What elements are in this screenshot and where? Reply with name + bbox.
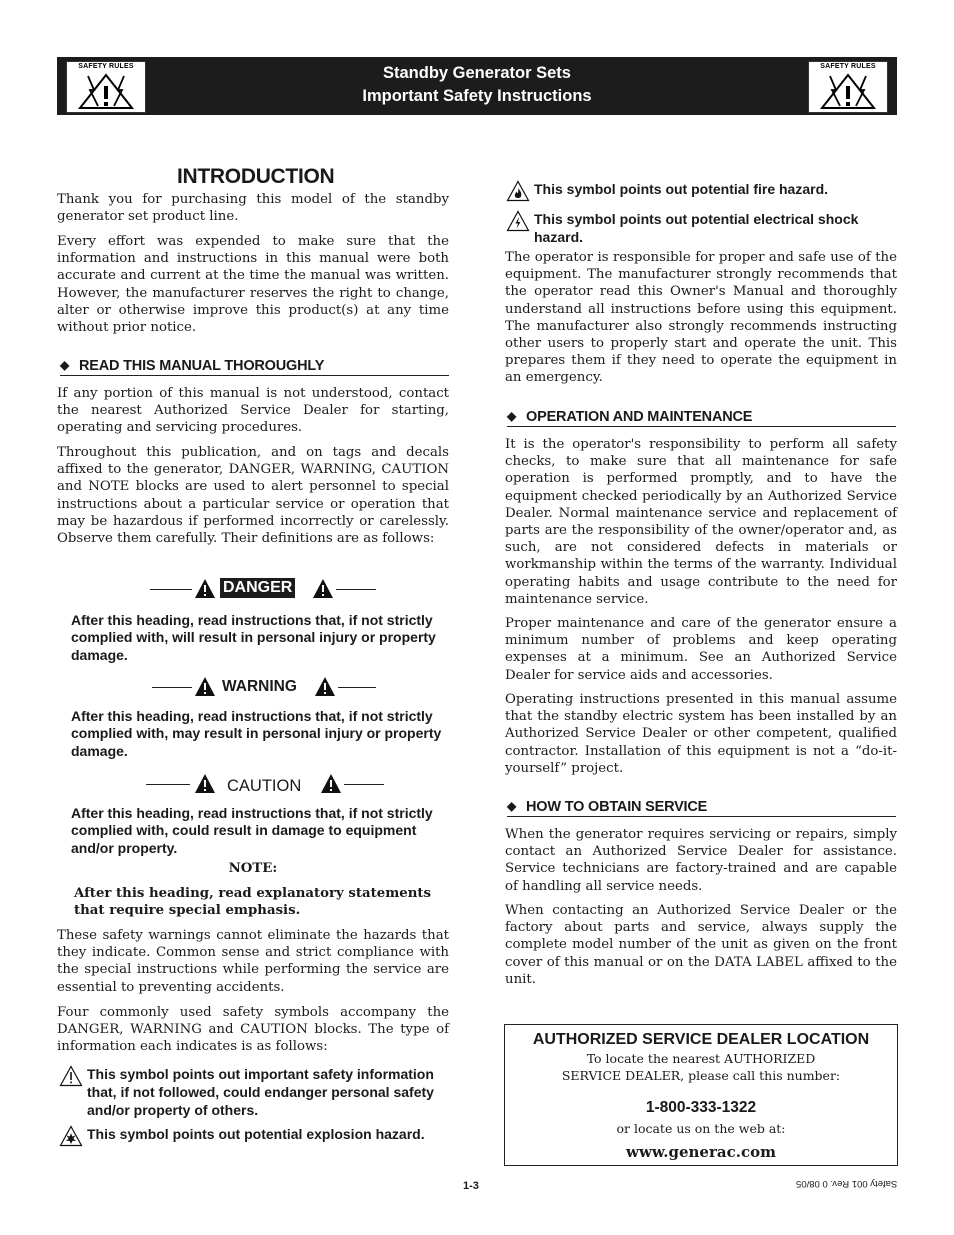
introduction-heading: INTRODUCTION (177, 165, 335, 188)
electrical-shock-icon (506, 210, 530, 232)
symbol-explosion: This symbol points out potential explosion hazard. (87, 1125, 449, 1143)
caution-definition: After this heading, read instructions that, if not strictly complied with, could result in damage to equipment and/or property. (71, 805, 433, 856)
dealer-box-line3: or locate us on the web at: (616, 1121, 786, 1136)
lightning-warning-icon (818, 72, 878, 110)
warnings-paragraph-2: Four commonly used safety symbols accompany the DANGER, WARNING and CAUTION blocks. The type of information each indicates is as follows: (57, 1005, 449, 1055)
header-title-line2: Important Safety Instructions (362, 87, 592, 105)
dealer-box-title: AUTHORIZED SERVICE DEALER LOCATION (532, 1031, 870, 1048)
symbol-important-safety: This symbol points out important safety information that, if not followed, could endanger personal safety and/or property of others. (87, 1065, 449, 1119)
safety-rules-badge-right (808, 61, 888, 113)
dealer-location-box (504, 1024, 898, 1166)
warning-triangle-icon (194, 676, 216, 697)
warning-definition: After this heading, read instructions that, if not strictly complied with, may result in personal injury or property damage. (71, 708, 442, 759)
service-paragraph-2: When contacting an Authorized Service Dealer or the factory about parts and service, always supply the complete model number of the unit as given on the front cover of this manual or on the DATA LABEL affixed to the unit. (505, 903, 897, 987)
alert-triangle-icon (59, 1065, 83, 1087)
warning-triangle-icon (320, 773, 342, 794)
operation-paragraph-3: Operating instructions presented in this manual assume that the standby electric system has been installed by an Authorized Service Dealer or other competent, qualified contractor. Installation of this equipment is not a “do-it-yourself” project. (505, 692, 897, 776)
caution-label: CAUTION (227, 777, 302, 795)
warning-triangle-icon (194, 773, 216, 794)
explosion-hazard-icon (59, 1125, 83, 1147)
badge-label: SAFETY RULES (78, 63, 134, 70)
note-label: NOTE: (228, 861, 278, 876)
section-heading-service: ◆ HOW TO OBTAIN SERVICE (507, 799, 896, 817)
danger-label: DANGER (220, 578, 295, 598)
operator-paragraph: The operator is responsible for proper and safe use of the equipment. The manufacturer strongly recommends that the operator read this Owner's Manual and thoroughly understand all instructions before using this equipment. The manufacturer also strongly recommends instructing other users to properly start and operate the unit. This prepares them if they need to operate the equipment in an emergency. (505, 250, 897, 386)
note-definition: After this heading, read explanatory statements that require special emphasis. (74, 886, 432, 919)
warning-triangle-icon (314, 676, 336, 697)
danger-definition: After this heading, read instructions that, if not strictly complied with, will result in personal injury or property damage. (71, 612, 436, 663)
revision-code: Safety 001 Rev. 0 08/05 (796, 1178, 898, 1189)
diamond-bullet-icon: ◆ (507, 409, 517, 423)
caution-signal-header (146, 773, 386, 795)
warning-signal-header (152, 676, 378, 698)
section-heading-operation: ◆ OPERATION AND MAINTENANCE (507, 409, 896, 427)
intro-paragraph-2: Every effort was expended to make sure that the information and instructions in this manual were both accurate and current at the time the manual was written. However, the manufacturer reserves the right to change, alter or otherwise improve this product(s) at any time without prior notice. (57, 234, 449, 336)
diamond-bullet-icon: ◆ (507, 799, 517, 813)
dealer-box-line1: To locate the nearest AUTHORIZED (586, 1051, 816, 1066)
section-heading-read-manual: ◆ READ THIS MANUAL THOROUGHLY (60, 358, 449, 376)
warning-triangle-icon (194, 578, 216, 599)
symbol-fire: This symbol points out potential fire hazard. (534, 180, 896, 198)
operation-paragraph-1: It is the operator's responsibility to perform all safety checks, to make sure that all maintenance for safe operation is performed promptly, and to have the equipment checked periodically by an Authorized Service Dealer. Normal maintenance service and replacement of parts are the responsibility of the owner/operator and, as such, are not considered defects in materials or workmanship within the terms of the warranty. Individual operating habits and usage contribute to the need for maintenance service. (505, 437, 897, 607)
badge-label: SAFETY RULES (820, 63, 876, 70)
operation-paragraph-2: Proper maintenance and care of the generator ensure a minimum number of problems and keep operating expenses at a minimum. See an Authorized Service Dealer for service aids and accessories. (505, 616, 897, 683)
warnings-paragraph-1: These safety warnings cannot eliminate the hazards that they indicate. Common sense and strict compliance with the special instructions while performing the service are essential to preventing accidents. (57, 928, 449, 995)
service-paragraph-1: When the generator requires servicing or repairs, simply contact an Authorized Service Dealer for assistance. Service technicians are factory-trained and are capable of handling all service needs. (505, 827, 897, 894)
page-number: 1-3 (463, 1180, 479, 1192)
diamond-bullet-icon: ◆ (60, 358, 70, 372)
dealer-website-link[interactable]: www.generac.com (626, 1143, 776, 1161)
header-bar (57, 57, 897, 115)
warning-label: WARNING (222, 678, 297, 695)
warning-triangle-icon (312, 578, 334, 599)
fire-hazard-icon (506, 180, 530, 202)
intro-paragraph-1: Thank you for purchasing this model of the standby generator set product line. (57, 192, 449, 225)
read-manual-paragraph-1: If any portion of this manual is not understood, contact the nearest Authorized Service Dealer for starting, operating and servicing procedures. (57, 386, 449, 436)
dealer-phone-number[interactable]: 1-800-333-1322 (645, 1099, 757, 1116)
symbol-electrical-shock: This symbol points out potential electrical shock hazard. (534, 210, 896, 246)
read-manual-paragraph-2: Throughout this publication, and on tags and decals affixed to the generator, DANGER, WARNING, CAUTION and NOTE blocks are used to alert personnel to special instructions about a particular service or operation that may be hazardous if performed incorrectly or carelessly. Observe them carefully. Their definitions are as follows: (57, 445, 449, 547)
dealer-box-line2: SERVICE DEALER, please call this number: (561, 1068, 841, 1083)
danger-signal-header (150, 578, 376, 600)
header-title-line1: Standby Generator Sets (383, 64, 571, 82)
